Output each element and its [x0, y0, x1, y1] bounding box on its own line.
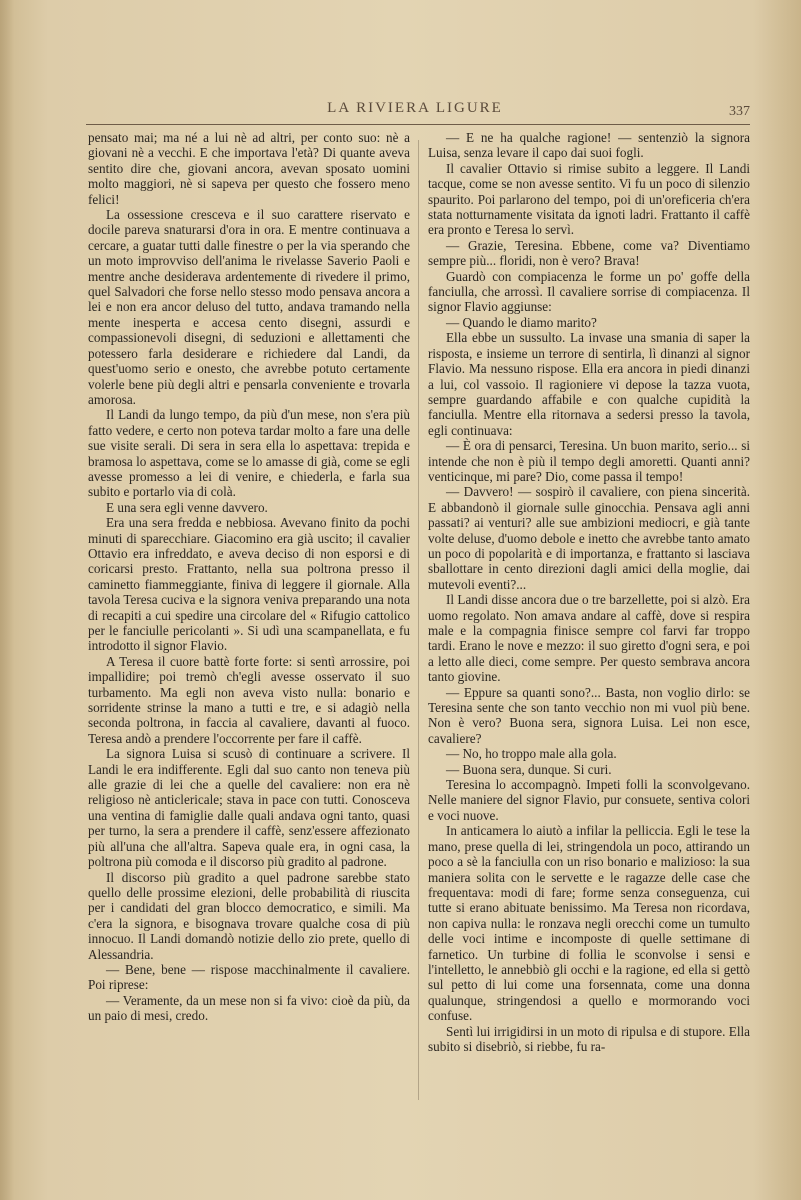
page-edge-shadow: [0, 0, 14, 1200]
paragraph: — Quando le diamo marito?: [446, 314, 597, 330]
journal-title: LA RIVIERA LIGURE: [327, 100, 503, 116]
paragraph: La signora Luisa si scusò di continuare a scrivere. Il Landi le era indifferente. Egli dal suo canto non teneva più alle grazie di lei che a quelle del cavaliere: non era nè religioso nè anticlericale; stava in pace con tutti. Conosceva una ventina di famiglie dalle quali andava ogni tanto, quasi per turno, la sera a prendere il caffè, senz'essere affezionato più all'una che all'altra. Sapeva quale era, in ogni casa, la poltrona più comoda e il discorso più gradito al padrone.: [88, 746, 410, 870]
left-column: [88, 130, 410, 1024]
paragraph: In anticamera lo aiutò a infilar la pelliccia. Egli le tese la mano, prese quella di lei, stringendola un poco, attirando un poco a sè la fanciulla con un riso bonario e malizioso: la sua maniera solita con le servette e le ragazze delle case che frequentava: modi di fare; forme senza conseguenza, cui tutte si erano abituate benissimo. Ma Teresa non ricordava, non capiva nulla: le ronzava negli orecchi come un tumulto delle voci intime e incomposte di quelle settimane di farnetico. Un turbine di follia le sconvolse i sensi e l'intelletto, le annebbiò gli occhi e la ragione, ed ella si gettò sul petto di lui come una forsennata, come una donna qualunque, stringendosi a quello e mormorando voci confuse.: [428, 823, 750, 1024]
paragraph: Il Landi disse ancora due o tre barzellette, poi si alzò. Era uomo regolato. Non amava andare al caffè, dove si respira male e la compagnia finisce sempre col farvi far troppo tardi. Erano le nove e mezzo: il suo giretto d'ogni sera, e poi a letto alle dieci, come sempre. Per questo sembrava ancora tanto giovine.: [428, 592, 750, 685]
paragraph: Era una sera fredda e nebbiosa. Avevano finito da pochi minuti di sparecchiare. Giacomino era già uscito; il cavalier Ottavio era infreddato, e aveva deciso di non esporsi e di coricarsi presto. Frattanto, nella sua poltrona presso il caminetto fiammeggiante, finiva di leggere il giornale. Alla tavola Teresa cuciva e la signora veniva preparando una nota di recapiti a cui spedire una circolare del « Rifugio cattolico per le fanciulle pericolanti ». Si udì una scampanellata, e fu introdotto il signor Flavio.: [88, 515, 410, 654]
right-column: [428, 130, 750, 1054]
paragraph: Guardò con compiacenza le forme un po' goffe della fanciulla, che arrossì. Il cavaliere sorrise di compiacenza. Il signor Flavio aggiunse:: [428, 268, 750, 315]
header-rule: [86, 124, 750, 125]
paragraph: Il Landi da lungo tempo, da più d'un mese, non s'era più fatto vedere, e certo non poteva tardar molto a fare una delle sue visite serali. Di sera in sera ella lo aspettava: trepida e bramosa lo aspettava, come se lo amasse di già, come se egli avesse promesso a lei di venire, e chiederla, e farla sua subito e portarlo via di colà.: [88, 407, 410, 500]
paragraph: — Bene, bene — rispose macchinalmente il cavaliere. Poi riprese:: [88, 961, 410, 993]
paragraph: — Davvero! — sospirò il cavaliere, con piena sincerità. E abbandonò il giornale sulle ginocchia. Pensava agli anni passati? ai venturi? alle sue ambizioni mediocri, e già tante volte deluse, d'uomo debole e inetto che avrebbe tanto amato un poco di popolarità e di importanza, e frattanto si lasciava sballottare in cento direzioni dagli amici della moglie, dai mutevoli eventi?...: [428, 484, 750, 592]
paragraph: — È ora di pensarci, Teresina. Un buon marito, serio... si intende che non è più il tempo degli amoretti. Quanti anni? venticinque, mi pare? Dio, come passa il tempo!: [428, 438, 750, 484]
page-number: 337: [729, 104, 750, 119]
running-header: [80, 100, 750, 124]
paragraph: Sentì lui irrigidirsi in un moto di ripulsa e di stupore. Ella subito si disebriò, si riebbe, fu ra-: [428, 1023, 750, 1054]
paragraph: pensato mai; ma né a lui nè ad altri, per conto suo: nè a giovani nè a vecchi. E che importava l'età? Di quante aveva sentito dire che, giovani ancora, avevan sposato uomini molto maggiori, nè si sapeva per questo che fossero meno felici!: [88, 130, 410, 207]
paragraph: Il cavalier Ottavio si rimise subito a leggere. Il Landi tacque, come se non avesse sentito. Vi fu un poco di silenzio spaurito. Poi parlarono del tempo, poi di un'oreficeria ch'era stata notturnamente visitata da ignoti ladri. Frattanto il caffè era pronto e Teresa lo servì.: [428, 160, 750, 238]
paragraph: — Buona sera, dunque. Si curi.: [446, 761, 612, 777]
paragraph: Teresina lo accompagnò. Impeti folli la sconvolgevano. Nelle maniere del signor Flavio, pur consuete, sentiva colori e voci nuove.: [428, 777, 750, 823]
paragraph: Il discorso più gradito a quel padrone sarebbe stato quello delle prossime elezioni, delle probabilità di riuscita per i candidati del gran blocco democratico, e simili. Ma c'era la signora, e bisognava trovare qualche cosa di più innocuo. Il Landi domandò notizie dello zio prete, quello di Alessandria.: [88, 869, 410, 962]
paragraph: E una sera egli venne davvero.: [106, 499, 268, 515]
paragraph: A Teresa il cuore battè forte forte: si sentì arrossire, poi impallidire; poi tremò ch'egli avesse osservato il suo turbamento. Ma egli non aveva visto nulla: bonario e sorridente strinse la mano a tutti e tre, e si adagiò nella seconda poltrona, in faccia al cavaliere, davanti al fuoco. Teresa andò a prendere l'occorrente per fare il caffè.: [88, 653, 410, 746]
paragraph: — Eppure sa quanti sono?... Basta, non voglio dirlo: se Teresina sente che son tanto vecchio non mi vuol più bene. Non è vero? Buona sera, signora Luisa. Lei non esce, cavaliere?: [428, 684, 750, 746]
paragraph: Ella ebbe un sussulto. La invase una smania di saper la risposta, e insieme un terrore di sentirla, lì dinanzi al signor Flavio. Ma nessuno rispose. Ella era ancora in piedi dinanzi a lui, col vassoio. Il ragioniere vi depose la tazza vuota, sempre guardando affabile e con qualche cupidità la fanciulla. Mentre ella ritornava a sedersi presso la tavola, egli continuava:: [428, 330, 750, 438]
paragraph: — Grazie, Teresina. Ebbene, come va? Diventiamo sempre più... floridi, non è vero? Brava!: [428, 237, 750, 269]
paragraph: — No, ho troppo male alla gola.: [446, 746, 617, 762]
column-divider: [418, 140, 419, 1100]
paragraph: — E ne ha qualche ragione! — sentenziò la signora Luisa, senza levare il capo dai suoi fogli.: [428, 130, 750, 161]
paragraph: — Veramente, da un mese non si fa vivo: cioè da più, da un paio di mesi, credo.: [88, 992, 410, 1024]
paragraph: La ossessione cresceva e il suo carattere riservato e docile pareva snaturarsi d'ora in ora. E mentre continuava a cercare, a guatar tutti dalle finestre o per la via sperando che un moto improvviso dell'anima le rivelasse Saverio Paoli e mentre anche desiderava ardentemente di rivedere il primo, quel Salvadori che forse nello stesso modo pensava ancora a lei e non era ancor deluso del tutto, andava tramando nella mente inesperta e accesa cento disegni, assurdi e compassionevoli disegni, di seduzioni e allettamenti che potessero farla desiderare e richiedere dal Landi, da quest'uomo serio e onesto, che avrebbe potuto certamente volerle bene più degli altri e pensarla conveniente e trovarla amorosa.: [88, 207, 410, 407]
